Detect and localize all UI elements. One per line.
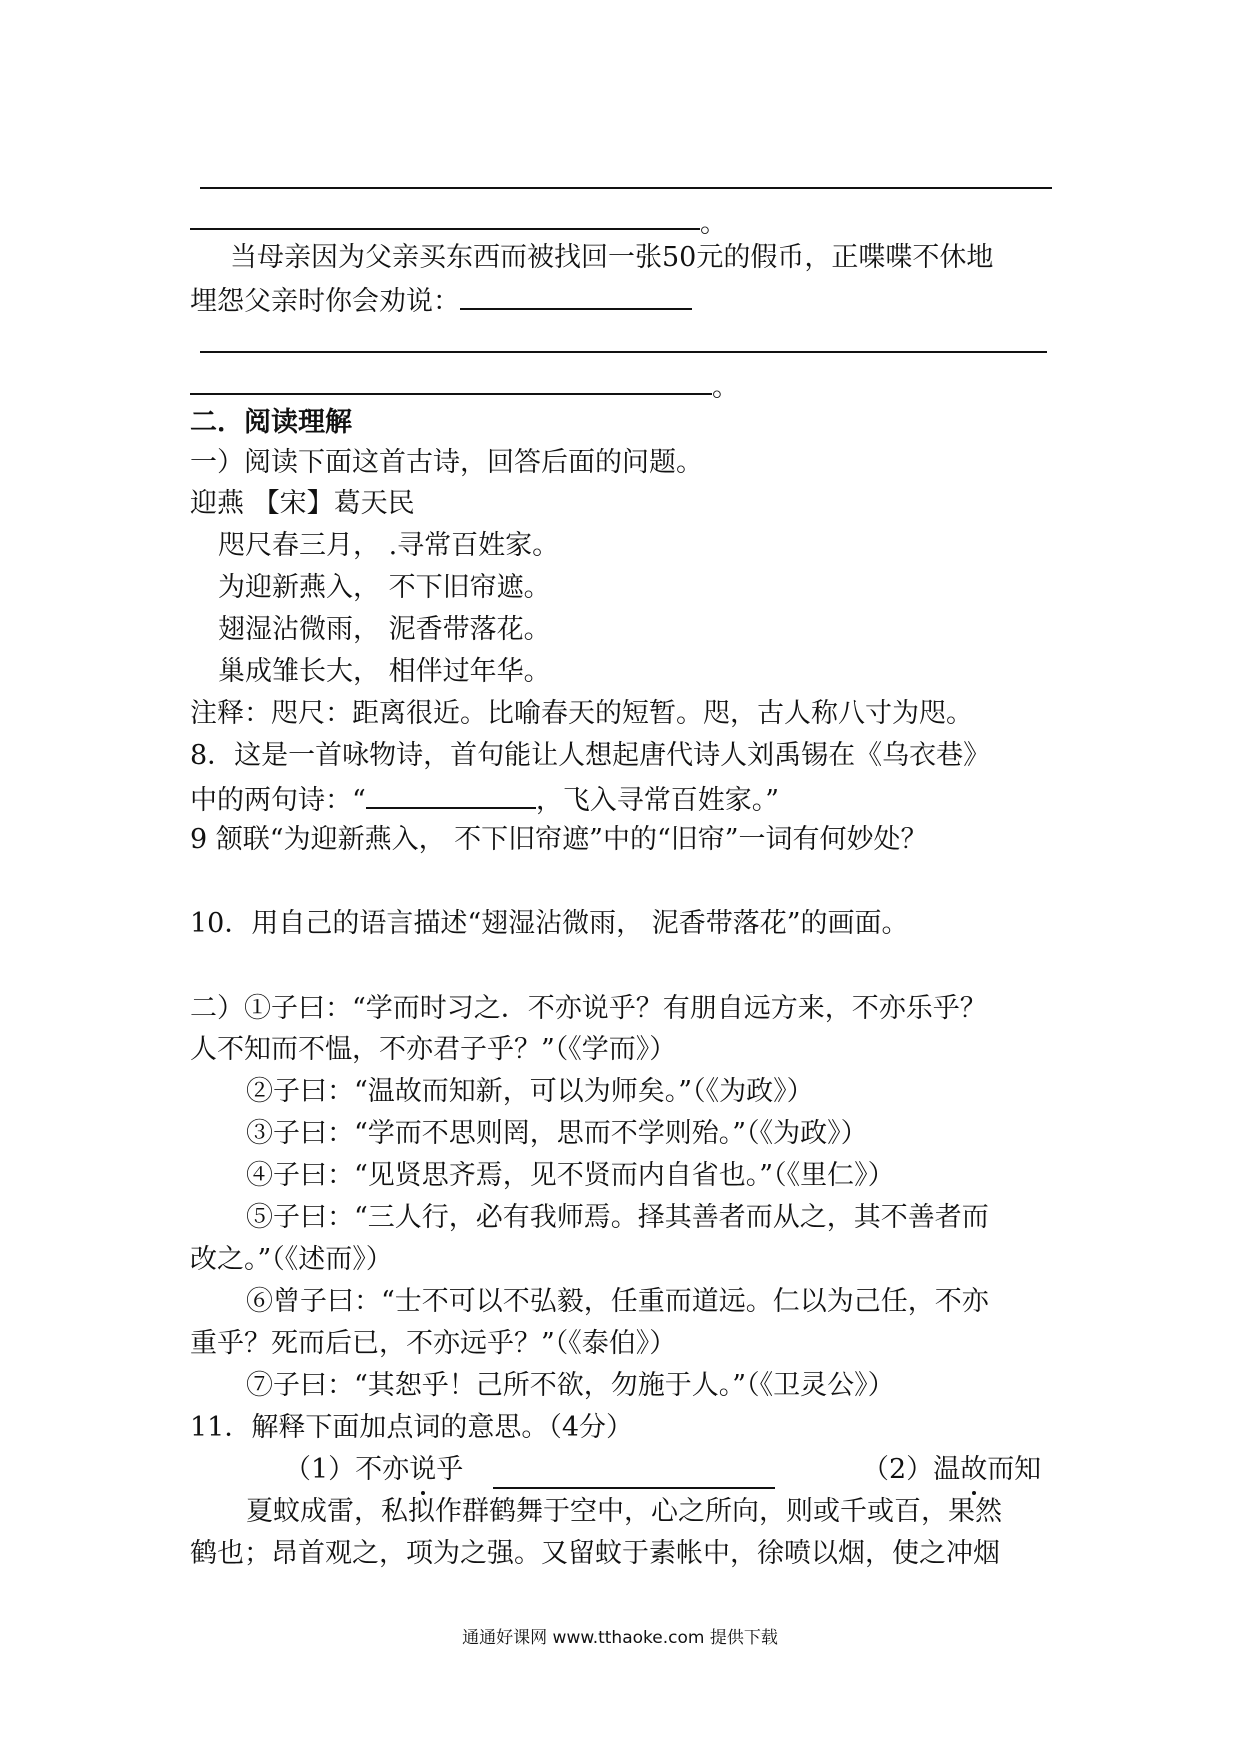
analects-quote: 人不知而不愠，不亦君子乎？”（《学而》）: [190, 1034, 677, 1065]
part-intro: 一）阅读下面这首古诗，回答后面的问题。: [190, 447, 703, 478]
analects-quote: 改之。”（《述而》）: [190, 1244, 393, 1275]
poem-line: 翅湿沾微雨， 泥香带落花。: [218, 614, 551, 645]
question-8-blank-line: [190, 779, 1070, 820]
paragraph: [190, 280, 1070, 321]
question-9: 9 颔联“为迎新燕入， 不下旧帘遮”中的“旧帘”一词有何妙处？: [190, 824, 928, 855]
question-text: 中的两句诗：“: [190, 785, 366, 816]
dotted-word: 故: [960, 1451, 987, 1489]
passage-text: 夏蚊成雷，私拟作群鹤舞于空中，心之所向，则或千或百，果然: [246, 1496, 1002, 1527]
answer-line: [190, 228, 700, 230]
section-heading: 二．阅读理解: [190, 407, 352, 438]
poem-line: 巢成雏长大， 相伴过年华。: [218, 656, 551, 687]
paragraph-text: 埋怨父亲时你会劝说：: [190, 286, 460, 317]
answer-blank[interactable]: [493, 1487, 775, 1489]
page-footer: 通通好课网 www.tthaoke.com 提供下载: [462, 1628, 778, 1648]
passage-text: 鹤也；昂首观之，项为之强。又留蚊于素帐中，徐喷以烟，使之冲烟: [190, 1538, 1000, 1569]
poem-line: 咫尺春三月， .寻常百姓家。: [218, 530, 560, 561]
answer-line: [190, 393, 712, 395]
analects-quote: 二）①子曰：“学而时习之．不亦说乎？有朋自远方来，不亦乐乎？: [190, 993, 987, 1024]
analects-quote: ⑦子曰：“其恕乎！己所不欲，勿施于人。”（《卫灵公》）: [246, 1370, 895, 1401]
analects-quote: ⑤子曰：“三人行，必有我师焉。择其善者而从之，其不善者而: [246, 1202, 989, 1233]
question-11-item-2: [862, 1451, 1072, 1489]
answer-blank[interactable]: [460, 280, 692, 310]
item-text: （1）不亦: [284, 1454, 410, 1485]
dotted-word: 说: [409, 1451, 436, 1489]
poem-line: 为迎新燕入， 不下旧帘遮。: [218, 572, 551, 603]
analects-quote: ②子曰：“温故而知新，可以为师矣。”（《为政》）: [246, 1076, 814, 1107]
item-text: （2）温: [862, 1454, 961, 1485]
question-8: 8．这是一首咏物诗，首句能让人想起唐代诗人刘禹锡在《乌衣巷》: [190, 740, 991, 771]
question-10: 10．用自己的语言描述“翅湿沾微雨， 泥香带落花”的画面。: [190, 908, 909, 939]
analects-quote: ④子曰：“见贤思齐焉，见不贤而内自省也。”（《里仁》）: [246, 1160, 895, 1191]
analects-quote: 重乎？死而后已，不亦远乎？”（《泰伯》）: [190, 1328, 677, 1359]
poem-title: 迎燕 【宋】葛天民: [190, 488, 415, 519]
end-mark: 。: [712, 372, 739, 403]
end-mark: 。: [700, 208, 727, 239]
analects-quote: ⑥曾子曰：“士不可以不弘毅，任重而道远。仁以为己任，不亦: [246, 1286, 989, 1317]
question-text: ，飞入寻常百姓家。”: [535, 785, 780, 816]
question-11-item-1: [284, 1451, 484, 1489]
poem-note: 注释：咫尺：距离很近。比喻春天的短暂。咫，古人称八寸为咫。: [190, 698, 973, 729]
item-text: 而知: [987, 1454, 1042, 1485]
answer-blank[interactable]: [366, 779, 536, 809]
paragraph: 当母亲因为父亲买东西而被找回一张50元的假币，正喋喋不休地: [230, 242, 994, 273]
item-text: 乎: [436, 1454, 464, 1485]
answer-line: [200, 187, 1052, 189]
analects-quote: ③子曰：“学而不思则罔，思而不学则殆。”（《为政》）: [246, 1118, 868, 1149]
question-11: 11．解释下面加点词的意思。（4分）: [190, 1412, 634, 1443]
answer-line: [200, 351, 1047, 353]
